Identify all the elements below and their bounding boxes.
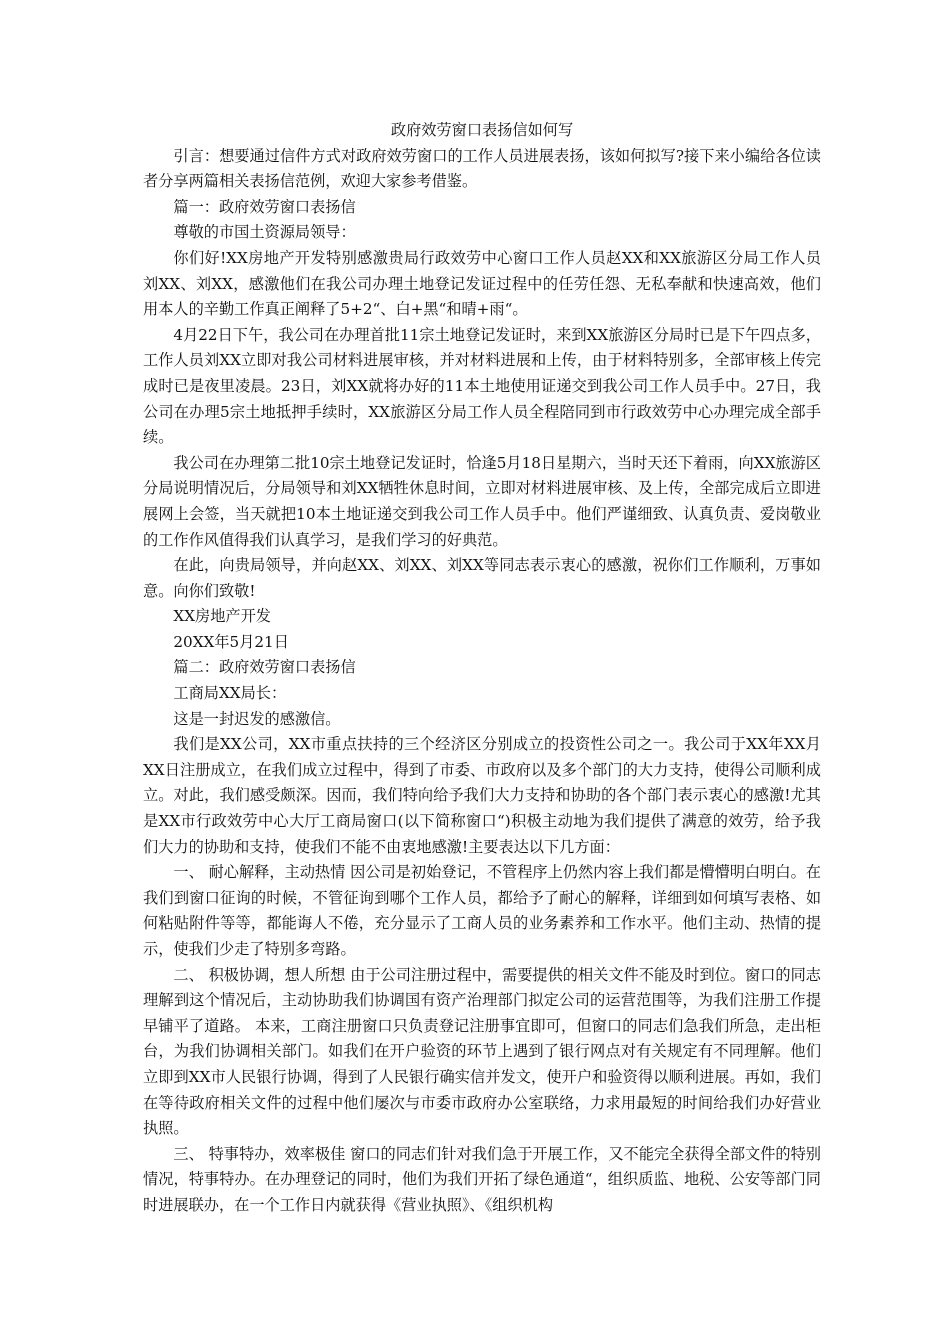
letter1-heading: 篇一：政府效劳窗口表扬信 bbox=[173, 197, 356, 216]
letter2-paragraph: 我们是XX公司，XX市重点扶持的三个经济区分别成立的投资性公司之一。我公司于XX年XX月XX日注册成立，在我们成立过程中，得到了市委、市政府以及多个部门的大力支持，使得公司顺利成立。对此，我们感受颇深。因而，我们特向给予我们大力支持和协助的各个部门表示衷心的感激!尤其是XX市行政效劳中心大厅工商局窗口(以下简称窗口“)积极主动地为我们提供了满意的效劳，给予我们大力的协助和支持，使我们不能不由衷地感激!主要表达以下几方面： bbox=[143, 735, 821, 856]
letter1-salutation: 尊敬的市国土资源局领导： bbox=[173, 223, 356, 242]
letter1-date: 20XX年5月21日 bbox=[173, 632, 289, 651]
letter1-paragraph: 你们好!XX房地产开发特别感激贵局行政效劳中心窗口工作人员赵XX和XX旅游区分局工作人员刘XX、刘XX，感激他们在我公司办理土地登记发证过程中的任劳任怨、无私奉献和快速高效，他们用本人的辛勤工作真正阐释了5+2“、白+黑“和晴+雨“。 bbox=[143, 248, 821, 319]
letter1-paragraph: 4月22日下午，我公司在办理首批11宗土地登记发证时，来到XX旅游区分局时已是下午四点多，工作人员刘XX立即对我公司材料进展审核，并对材料进展和上传，由于材料特别多，全部审核上传完成时已是夜里凌晨。23日，刘XX就将办好的11本土地使用证递交到我公司工作人员手中。27日，我公司在办理5宗土地抵押手续时，XX旅游区分局工作人员全程陪同到市行政效劳中心办理完成全部手续。 bbox=[143, 325, 821, 447]
letter2-paragraph: 三、 特事特办，效率极佳 窗口的同志们针对我们急于开展工作，又不能完全获得全部文件的特别情况，特事特办。在办理登记的同时，他们为我们开拓了绿色通道“，组织质监、地税、公安等部门同时进展联办，在一个工作日内就获得《营业执照》、《组织机构 bbox=[143, 1144, 821, 1214]
letter2-salutation: 工商局XX局长： bbox=[173, 684, 287, 703]
document-title: 政府效劳窗口表扬信如何写 bbox=[390, 121, 574, 139]
intro-paragraph: 引言：想要通过信件方式对政府效劳窗口的工作人员进展表扬，该如何拟写?接下来小编给各位读者分享两篇相关表扬信范例，欢迎大家参考借鉴。 bbox=[143, 146, 821, 191]
letter1-paragraph: 在此，向贵局领导，并向赵XX、刘XX、刘XX等同志表示衷心的感激，祝你们工作顺利，万事如意。向你们致敬! bbox=[143, 556, 821, 600]
letter2-paragraph: 二、 积极协调，想人所想 由于公司注册过程中，需要提供的相关文件不能及时到位。窗口的同志理解到这个情况后，主动协助我们协调国有资产治理部门拟定公司的运营范围等，为我们注册工作提早铺平了道路。 本来，工商注册窗口只负责登记注册事宜即可，但窗口的同志们急我们所急，走出柜台，为我们协调相关部门。如我们在开户验资的环节上遇到了银行网点对有关规定有不同理解。他们立即到XX市人民银行协调，得到了人民银行确实信并发文，使开户和验资得以顺利进展。再如，我们在等待政府相关文件的过程中他们屡次与市委市政府办公室联络，力求用最短的时间给我们办好营业执照。 bbox=[143, 965, 821, 1138]
letter2-paragraph: 一、 耐心解释，主动热情 因公司是初始登记，不管程序上仍然内容上我们都是懵懵明白明白。在我们到窗口征询的时候，不管征询到哪个工作人员，都给予了耐心的解释，详细到如何填写表格、如何粘贴附件等等，都能诲人不倦，充分显示了工商人员的业务素养和工作水平。他们主动、热情的提示，使我们少走了特别多弯路。 bbox=[143, 863, 821, 958]
letter2-heading: 篇二：政府效劳窗口表扬信 bbox=[173, 658, 356, 677]
document-page bbox=[143, 118, 821, 1219]
letter1-paragraph: 我公司在办理第二批10宗土地登记发证时，恰逢5月18日星期六，当时天还下着雨，向XX旅游区分局说明情况后，分局领导和刘XX牺牲休息时间，立即对材料进展审核、及上传，全部完成后立即进展网上会签，当天就把10本土地证递交到我公司工作人员手中。他们严谨细致、认真负责、爱岗敬业的工作作风值得我们认真学习，是我们学习的好典范。 bbox=[143, 453, 821, 549]
letter2-opening: 这是一封迟发的感激信。 bbox=[173, 709, 341, 728]
letter1-signature: XX房地产开发 bbox=[173, 607, 271, 626]
